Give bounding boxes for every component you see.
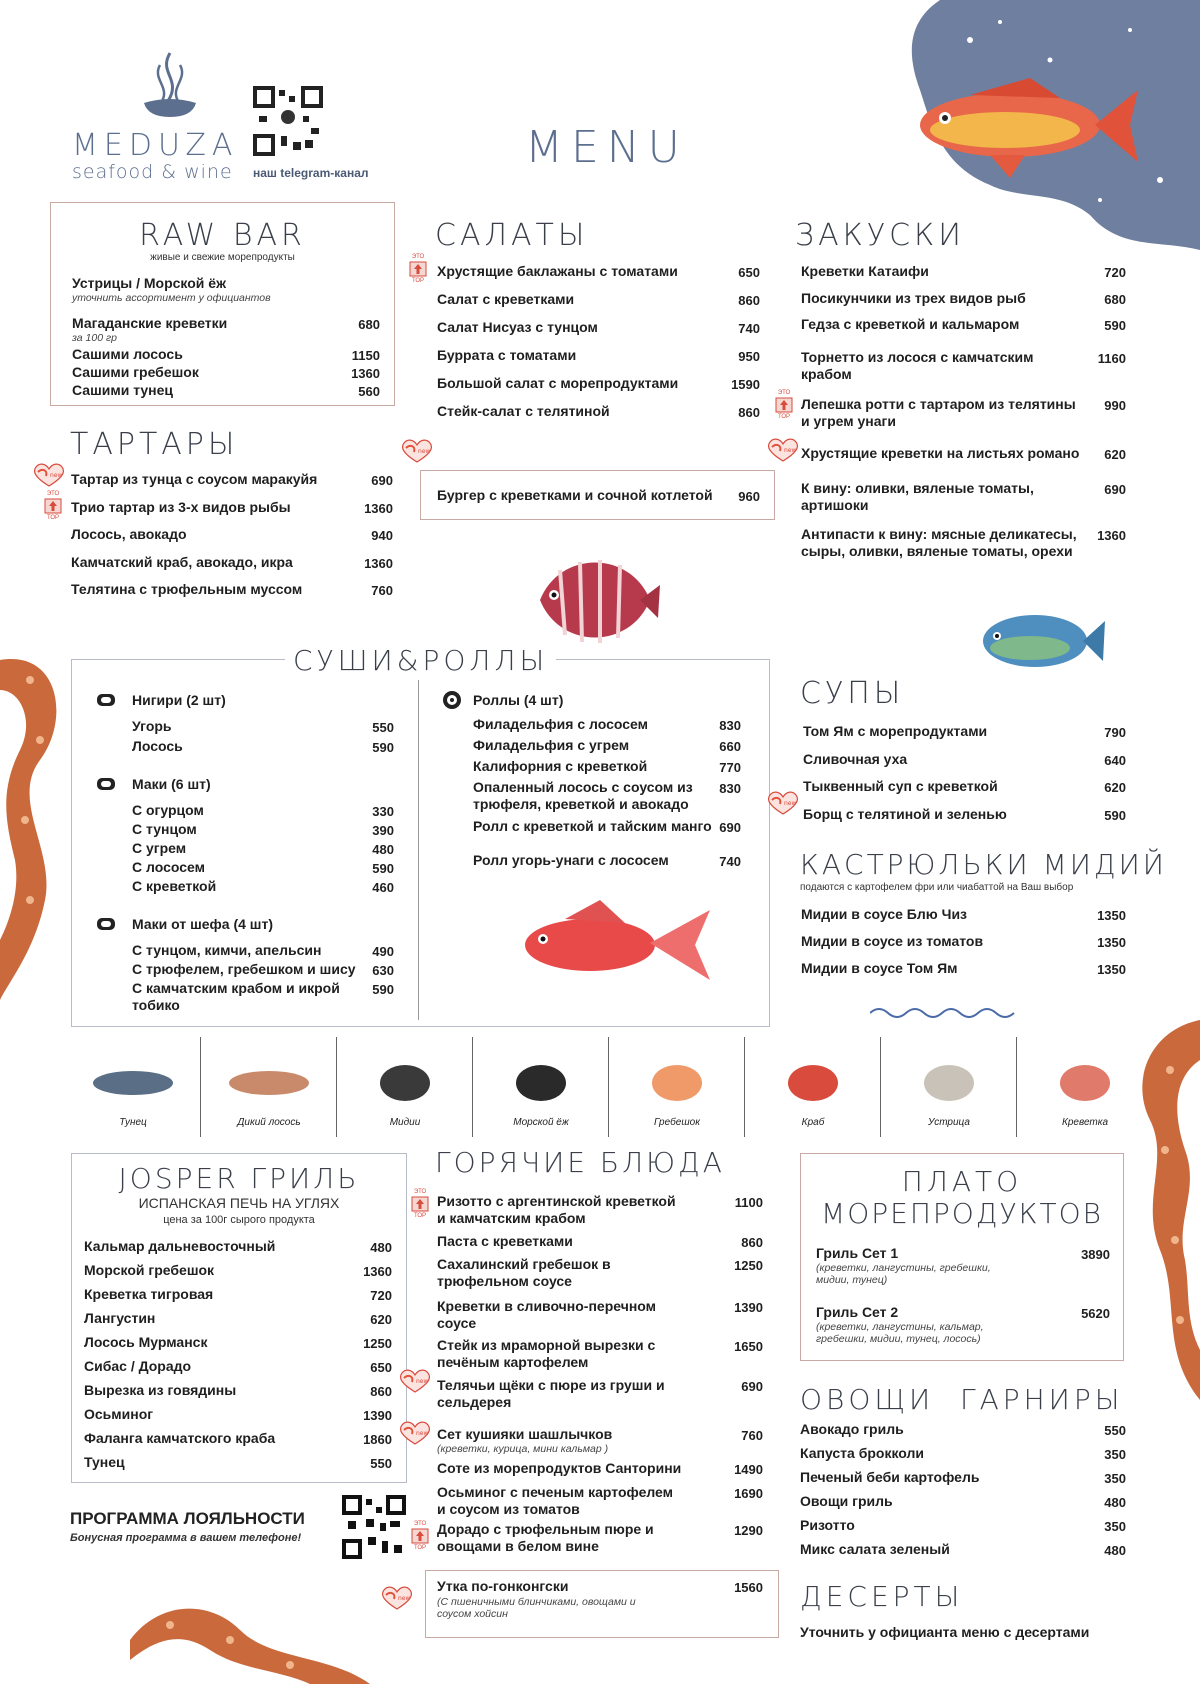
loyalty-subtitle: Бонусная программа в вашем телефоне! xyxy=(70,1532,302,1544)
tartar-item-price: 690 xyxy=(371,473,393,488)
snack-item-price: 690 xyxy=(1104,482,1126,497)
snack-item-name: Посикунчики из трех видов рыб xyxy=(801,290,1026,306)
sushi-divider xyxy=(418,680,419,1020)
ingredient-divider xyxy=(1016,1037,1017,1137)
raw-bar-item-price: 680 xyxy=(358,317,380,332)
salad-item-name: Салат Нисуаз с тунцом xyxy=(437,319,598,335)
raw-bar-item-price: 1360 xyxy=(351,366,380,381)
tartar-item-price: 1360 xyxy=(364,555,393,571)
tartar-item-name: Телятина с трюфельным муссом xyxy=(71,581,303,597)
raw-bar-item-note: за 100 гр xyxy=(72,332,117,344)
top-badge-icon: ЭТО ТОР xyxy=(46,491,60,521)
soup-item-price: 640 xyxy=(1104,752,1126,768)
nigiri-icon xyxy=(95,689,117,711)
josper-item-price: 1250 xyxy=(363,1336,392,1351)
salad-item-name: Буррата с томатами xyxy=(437,347,577,363)
mussel-item-price: 1350 xyxy=(1097,935,1126,950)
mussels-subtitle: подаются с картофелем фри или чиабаттой на Ваш выбор xyxy=(800,882,1074,893)
brand-tagline: seafood & wine xyxy=(72,161,233,183)
roll-item-name: Филадельфия с угрем xyxy=(473,737,630,753)
salad-item-price: 740 xyxy=(738,321,760,336)
maki-icon xyxy=(95,773,117,795)
mussel-item-name: Мидии в соусе из томатов xyxy=(801,933,984,949)
salad-item-price: 860 xyxy=(738,405,760,420)
chef-maki-item-name: С трюфелем, гребешком и шису xyxy=(132,961,356,977)
tartar-item-price: 760 xyxy=(371,583,393,598)
roll-item-price: 740 xyxy=(719,854,741,869)
josper-item-name: Морской гребешок xyxy=(84,1262,215,1278)
chef-maki-item-name: С камчатским крабом и икрой тобико xyxy=(132,980,340,1013)
raw-bar-subtitle: живые и свежие морепродукты xyxy=(150,252,295,263)
mussels-title: КАСТРЮЛЬКИ МИДИЙ xyxy=(800,848,1167,881)
raw-bar-item-note: уточнить ассортимент у официантов xyxy=(72,292,271,304)
desserts-title: ДЕСЕРТЫ xyxy=(800,1580,964,1613)
josper-item-name: Осьминог xyxy=(84,1406,154,1422)
roll-item-price: 660 xyxy=(719,739,741,754)
side-item-price: 480 xyxy=(1104,1495,1126,1510)
raw-bar-title: RAW BAR xyxy=(139,218,306,253)
svg-text:new: new xyxy=(784,800,797,807)
side-item-price: 350 xyxy=(1104,1471,1126,1486)
snack-item-price: 590 xyxy=(1104,318,1126,333)
page-title: MENU xyxy=(525,122,688,173)
ingredient-1-icon xyxy=(224,1055,314,1110)
plateau-item-price: 3890 xyxy=(1081,1247,1110,1262)
hot-item-price: 690 xyxy=(741,1379,763,1394)
svg-text:new: new xyxy=(784,447,797,454)
striped-fish-illustration xyxy=(520,540,660,660)
salad-item-price: 650 xyxy=(738,265,760,280)
ingredient-label: Краб xyxy=(801,1117,825,1128)
soup-item-name: Тыквенный суп с креветкой xyxy=(803,778,998,794)
ingredient-divider xyxy=(200,1037,201,1137)
nigiri-item-price: 590 xyxy=(372,740,394,755)
chef-maki-item-price: 490 xyxy=(372,944,394,959)
josper-item-price: 480 xyxy=(370,1240,392,1255)
side-item-name: Авокадо гриль xyxy=(800,1421,904,1437)
sides-title: ОВОЩИ ГАРНИРЫ xyxy=(800,1383,1124,1416)
octopus-tentacle-bottom xyxy=(130,1600,430,1684)
snack-item-name: Креветки Катаифи xyxy=(801,263,929,279)
salad-item-name: Большой салат с морепродуктами xyxy=(437,375,679,391)
hot-item-name: Ризотто с аргентинской креветкой и камчатским крабом xyxy=(437,1193,676,1226)
soup-item-price: 620 xyxy=(1104,780,1126,795)
side-item-name: Микс салата зеленый xyxy=(800,1541,950,1557)
josper-item-name: Лангустин xyxy=(84,1310,156,1326)
plateau-item-note: (креветки, лангустины, гребешки, мидии, тунец) xyxy=(816,1262,991,1286)
ingredient-2-icon xyxy=(360,1055,450,1110)
telegram-qr-code[interactable] xyxy=(253,86,323,156)
roll-item-name: Калифорния с креветкой xyxy=(473,758,648,774)
nigiri-item-name: Угорь xyxy=(132,718,172,734)
hot-item-name: Сет кушияки шашлычков (креветки, курица, мини кальмар ) xyxy=(437,1426,682,1455)
hot-item-price: 1650 xyxy=(734,1339,763,1354)
side-item-name: Печеный беби картофель xyxy=(800,1469,980,1485)
salad-item-name: Стейк-салат с телятиной xyxy=(437,403,610,419)
plateau-title-line1: ПЛАТО xyxy=(901,1165,1023,1198)
josper-item-name: Сибас / Дорадо xyxy=(84,1358,192,1374)
josper-item-name: Вырезка из говядины xyxy=(84,1382,237,1398)
ingredient-divider xyxy=(336,1037,337,1137)
soups-title: СУПЫ xyxy=(800,676,905,711)
raw-bar-item-name: Сашими тунец xyxy=(72,382,174,398)
salads-title: САЛАТЫ xyxy=(435,218,589,253)
soup-item-price: 590 xyxy=(1104,807,1126,823)
side-item-price: 480 xyxy=(1104,1543,1126,1558)
chef-maki-title: Маки от шефа (4 шт) xyxy=(132,916,273,932)
maki-item-price: 330 xyxy=(372,804,394,819)
salad-item-name: Хрустящие баклажаны с томатами xyxy=(437,263,678,279)
tartar-item-price: 1360 xyxy=(364,500,393,516)
chef-maki-item-name: С тунцом, кимчи, апельсин xyxy=(132,942,322,958)
ingredient-label: Дикий лосось xyxy=(237,1117,301,1128)
josper-item-name: Креветка тигровая xyxy=(84,1286,214,1302)
hot-item-name: Паста с креветками xyxy=(437,1233,573,1249)
blue-fish-illustration xyxy=(975,603,1105,678)
brand-name: MEDUZA xyxy=(72,128,239,163)
meduza-logo-icon xyxy=(130,45,210,125)
maki-item-price: 460 xyxy=(372,880,394,895)
roll-item-price: 690 xyxy=(719,820,741,835)
salad-item-name: Салат с креветками xyxy=(437,291,575,307)
hot-item-price: 760 xyxy=(741,1428,763,1443)
plateau-item-name: Гриль Сет 1 (креветки, лангустины, гребешки, мидии, тунец) xyxy=(816,1245,1016,1286)
josper-item-price: 620 xyxy=(370,1312,392,1327)
tartar-item-price: 940 xyxy=(371,528,393,543)
josper-item-price: 1390 xyxy=(363,1408,392,1423)
ingredient-divider xyxy=(744,1037,745,1137)
ingredient-label: Морской ёж xyxy=(513,1117,569,1128)
top-badge-icon: ЭТО ТОР xyxy=(413,1521,427,1551)
telegram-caption: наш telegram-канал xyxy=(253,166,369,180)
snack-item-price: 620 xyxy=(1104,447,1126,462)
snack-item-name: Хрустящие креветки на листьях романо xyxy=(801,445,1080,461)
raw-bar-item-name: Магаданские креветки за 100 гр xyxy=(72,315,332,344)
josper-item-name: Лосось Мурманск xyxy=(84,1334,208,1350)
loyalty-title: ПРОГРАММА ЛОЯЛЬНОСТИ xyxy=(70,1509,305,1528)
nigiri-title: Нигири (2 шт) xyxy=(132,692,226,708)
maki-item-name: С тунцом xyxy=(132,821,197,837)
top-badge-icon: ЭТО ТОР xyxy=(411,254,425,284)
tartar-item-name: Тартар из тунца с соусом маракуйя xyxy=(71,471,318,487)
hot-item-name: Осьминог с печеным картофелем и соусом из томатов xyxy=(437,1484,674,1517)
shrimp-heart-icon xyxy=(766,790,800,816)
ingredient-3-icon xyxy=(496,1055,586,1110)
maki-item-price: 590 xyxy=(372,861,394,876)
chef-maki-icon xyxy=(95,913,117,935)
hot-item-price: 1390 xyxy=(734,1300,763,1315)
hot-title: ГОРЯЧИЕ БЛЮДА xyxy=(435,1146,725,1179)
roll-item-name: Филадельфия с лососем xyxy=(473,716,648,732)
chef-maki-item-price: 630 xyxy=(372,963,394,978)
maki-item-name: С огурцом xyxy=(132,802,204,818)
svg-text:new: new xyxy=(418,448,431,455)
snack-item-name: Торнетто из лосося с камчатским крабом xyxy=(801,349,1034,382)
plateau-title-line2: МОРЕПРОДУКТОВ xyxy=(821,1197,1103,1230)
svg-text:new: new xyxy=(398,1595,411,1602)
roll-icon-icon xyxy=(441,689,463,711)
side-item-price: 550 xyxy=(1104,1423,1126,1438)
snack-item-name: Гедза с креветкой и кальмаром xyxy=(801,316,1020,332)
shrimp-heart-icon xyxy=(400,438,434,464)
mussel-item-name: Мидии в соусе Блю Чиз xyxy=(801,906,968,922)
hot-item-name: Сахалинский гребешок в трюфельном соусе xyxy=(437,1256,611,1289)
hot-item-price: 1690 xyxy=(734,1486,763,1501)
side-item-price: 350 xyxy=(1104,1447,1126,1462)
shrimp-heart-icon xyxy=(32,462,66,488)
tartar-item-name: Трио тартар из 3-х видов рыбы xyxy=(71,498,291,515)
raw-bar-item-name: Сашими гребешок xyxy=(72,364,199,380)
ingredient-divider xyxy=(880,1037,881,1137)
shrimp-heart-icon xyxy=(380,1585,414,1611)
maki-item-name: С креветкой xyxy=(132,878,217,894)
snack-item-price: 720 xyxy=(1104,265,1126,280)
maki-item-price: 480 xyxy=(372,842,394,857)
svg-text:new: new xyxy=(50,472,63,479)
hot-item-name: Креветки в сливочно-перечном соусе xyxy=(437,1298,657,1331)
salad-item-price: 1590 xyxy=(731,377,760,392)
tartar-item-name: Лосось, авокадо xyxy=(71,526,187,542)
shrimp-heart-icon xyxy=(398,1420,432,1446)
ingredient-7-icon xyxy=(1040,1055,1130,1110)
josper-item-price: 720 xyxy=(370,1288,392,1303)
side-item-name: Ризотто xyxy=(800,1517,855,1533)
ingredient-label: Креветка xyxy=(1061,1117,1109,1128)
tartars-title: ТАРТАРЫ xyxy=(70,427,239,462)
raw-bar-item-price: 560 xyxy=(358,384,380,399)
hot-item-price: 1490 xyxy=(734,1462,763,1477)
roll-item-price: 830 xyxy=(719,781,741,796)
mussel-item-price: 1350 xyxy=(1097,962,1126,977)
ingredient-divider xyxy=(608,1037,609,1137)
snack-item-price: 1360 xyxy=(1097,528,1126,543)
raw-bar-item-name: Устрицы / Морской ёж уточнить ассортимент у официантов xyxy=(72,275,332,304)
josper-subtitle: ИСПАНСКАЯ ПЕЧЬ НА УГЛЯХ xyxy=(138,1195,340,1211)
duck-price: 1560 xyxy=(734,1580,763,1595)
mussel-item-price: 1350 xyxy=(1097,908,1126,923)
duck-name: Утка по-гонконгски xyxy=(437,1578,569,1594)
top-badge-icon: ЭТО ТОР xyxy=(413,1189,427,1219)
maki-item-price: 390 xyxy=(372,823,394,838)
hot-item-price: 1290 xyxy=(734,1523,763,1538)
burger-name: Бургер с креветками и сочной котлетой xyxy=(437,487,713,503)
ingredient-6-icon xyxy=(904,1055,994,1110)
roll-item-name: Ролл с креветкой и тайским манго xyxy=(473,818,712,834)
josper-item-name: Фаланга камчатского краба xyxy=(84,1430,276,1446)
maki-item-name: С угрем xyxy=(132,840,187,856)
shrimp-heart-icon xyxy=(766,437,800,463)
svg-text:new: new xyxy=(416,1378,429,1385)
hot-item-price: 860 xyxy=(741,1235,763,1250)
ingredient-label: Мидии xyxy=(389,1117,421,1128)
tartar-item-name: Камчатский краб, авокадо, икра xyxy=(71,553,293,570)
svg-text:new: new xyxy=(416,1430,429,1437)
plateau-item-price: 5620 xyxy=(1081,1306,1110,1321)
plateau-item-note: (креветки, лангустины, кальмар, гребешки, мидии, тунец, лосось) xyxy=(816,1321,984,1345)
ingredient-5-icon xyxy=(768,1055,858,1110)
desserts-note: Уточнить у официанта меню с десертами xyxy=(800,1624,1090,1640)
snacks-title: ЗАКУСКИ xyxy=(795,218,965,253)
hot-item-note: (креветки, курица, мини кальмар ) xyxy=(437,1443,609,1455)
soup-item-name: Сливочная уха xyxy=(803,750,908,767)
side-item-price: 350 xyxy=(1104,1519,1126,1534)
soup-item-name: Том Ям с морепродуктами xyxy=(803,723,988,739)
top-badge-icon: ЭТО ТОР xyxy=(777,390,791,420)
hot-item-price: 1100 xyxy=(734,1195,763,1210)
shrimp-heart-icon xyxy=(398,1368,432,1394)
ingredient-4-icon xyxy=(632,1055,722,1110)
salad-item-price: 950 xyxy=(738,349,760,364)
snack-item-price: 680 xyxy=(1104,292,1126,307)
roll-item-name: Ролл угорь-унаги с лососем xyxy=(473,852,669,868)
loyalty-qr-code[interactable] xyxy=(342,1495,406,1559)
maki-item-name: С лососем xyxy=(132,859,205,875)
raw-bar-item-name: Сашими лосось xyxy=(72,346,183,362)
ingredient-label: Тунец xyxy=(119,1117,147,1128)
side-item-name: Капуста брокколи xyxy=(800,1445,924,1461)
ingredient-label: Гребешок xyxy=(654,1117,700,1128)
duck-note: (С пшеничными блинчиками, овощами и соусом хойсин xyxy=(437,1596,636,1620)
plateau-item-name: Гриль Сет 2 (креветки, лангустины, кальмар, гребешки, мидии, тунец, лосось) xyxy=(816,1304,1016,1345)
maki-title: Маки (6 шт) xyxy=(132,776,211,792)
roll-item-price: 770 xyxy=(719,760,741,775)
roll-item-price: 830 xyxy=(719,718,741,733)
soup-item-name: Борщ с телятиной и зеленью xyxy=(803,805,1007,822)
nigiri-item-price: 550 xyxy=(372,720,394,735)
nigiri-item-name: Лосось xyxy=(132,738,183,754)
raw-bar-item-price: 1150 xyxy=(351,348,380,363)
josper-note: цена за 100г сырого продукта xyxy=(163,1214,315,1226)
snack-item-name: Лепешка ротти с тартаром из телятины и угрем унаги xyxy=(801,396,1076,429)
hot-item-name: Дорадо с трюфельным пюре и овощами в белом вине xyxy=(437,1521,654,1554)
hot-item-price: 1250 xyxy=(734,1258,763,1273)
burger-price: 960 xyxy=(738,489,760,504)
salad-item-price: 860 xyxy=(738,293,760,308)
snack-item-name: К вину: оливки, вяленые томаты, артишоки xyxy=(801,480,1034,513)
ingredient-divider xyxy=(472,1037,473,1137)
snack-item-price: 990 xyxy=(1104,398,1126,413)
rolls-title: Роллы (4 шт) xyxy=(473,692,564,708)
hot-item-name: Стейк из мраморной вырезки с печёным картофелем xyxy=(437,1337,656,1370)
josper-item-price: 550 xyxy=(370,1456,392,1471)
josper-item-price: 650 xyxy=(370,1360,392,1375)
soup-item-price: 790 xyxy=(1104,725,1126,740)
josper-item-name: Тунец xyxy=(84,1454,125,1470)
side-item-name: Овощи гриль xyxy=(800,1493,893,1509)
josper-title: JOSPER ГРИЛЬ xyxy=(118,1162,360,1195)
josper-item-price: 1860 xyxy=(363,1432,392,1447)
snack-item-name: Антипасти к вину: мясные деликатесы, сыры, оливки, вяленые томаты, орехи xyxy=(801,526,1077,559)
octopus-tentacle-left xyxy=(0,640,70,1020)
octopus-tentacle-right xyxy=(1130,1020,1200,1440)
mussel-item-name: Мидии в соусе Том Ям xyxy=(801,960,958,976)
sushi-title: СУШИ&РОЛЛЫ xyxy=(285,644,556,677)
ingredient-0-icon xyxy=(88,1055,178,1110)
hot-item-name: Телячьи щёки с пюре из груши и сельдерея xyxy=(437,1377,665,1410)
hot-item-name: Соте из морепродуктов Санторини xyxy=(437,1460,682,1476)
snack-item-price: 1160 xyxy=(1097,351,1126,366)
josper-item-name: Кальмар дальневосточный xyxy=(84,1238,276,1254)
ingredient-label: Устрица xyxy=(928,1117,970,1128)
josper-item-price: 1360 xyxy=(363,1264,392,1279)
chef-maki-item-price: 590 xyxy=(372,982,394,997)
red-fish-illustration xyxy=(910,70,1140,180)
josper-item-price: 860 xyxy=(370,1384,392,1399)
wave-divider xyxy=(870,1005,1020,1021)
roll-item-name: Опаленный лосось с соусом из трюфеля, креветкой и авокадо xyxy=(473,779,693,812)
